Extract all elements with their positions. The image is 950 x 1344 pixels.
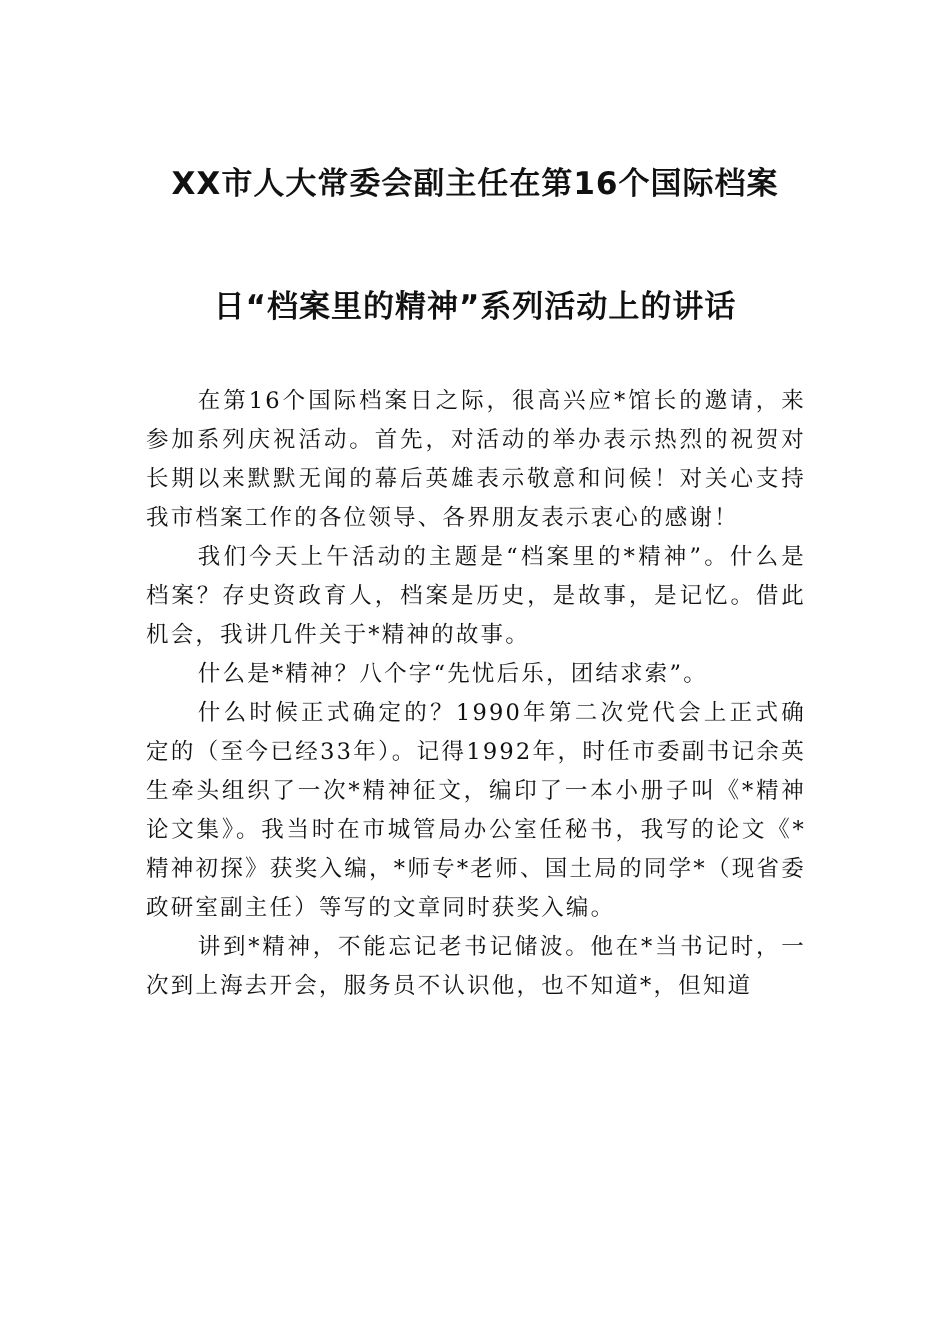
paragraph-2: 我们今天上午活动的主题是“档案里的*精神”。什么是档案？存史资政育人，档案是历史，是故事，是记忆。借此机会，我讲几件关于*精神的故事。: [146, 544, 806, 648]
paragraph-1: 在第16个国际档案日之际，很高兴应*馆长的邀请，来参加系列庆祝活动。首先，对活动的举办表示热烈的祝贺对长期以来默默无闻的幕后英雄表示敬意和问候！对关心支持我市档案工作的各位领导、各界朋友表示衷心的感谢！: [146, 388, 806, 531]
paragraph-4: 什么时候正式确定的？1990年第二次党代会上正式确定的（至今已经33年）。记得1992年，时任市委副书记余英生牵头组织了一次*精神征文，编印了一本小册子叫《*精神论文集》。我当时在市城管局办公室任秘书，我写的论文《*精神初探》获奖入编，*师专*老师、国土局的同学*（现省委政研室副主任）等写的文章同时获奖入编。: [146, 700, 806, 921]
document-title-line-1: XX市人大常委会副主任在第16个国际档案: [171, 166, 779, 202]
document-body: [146, 382, 806, 1006]
paragraph-5: 讲到*精神，不能忘记老书记储波。他在*当书记时，一次到上海去开会，服务员不认识他，也不知道*，但知道: [146, 934, 806, 999]
paragraph-3: 什么是*精神？八个字“先忧后乐，团结求索”。: [197, 661, 708, 687]
document-title-line-2: 日“档案里的精神”系列活动上的讲话: [213, 289, 737, 325]
